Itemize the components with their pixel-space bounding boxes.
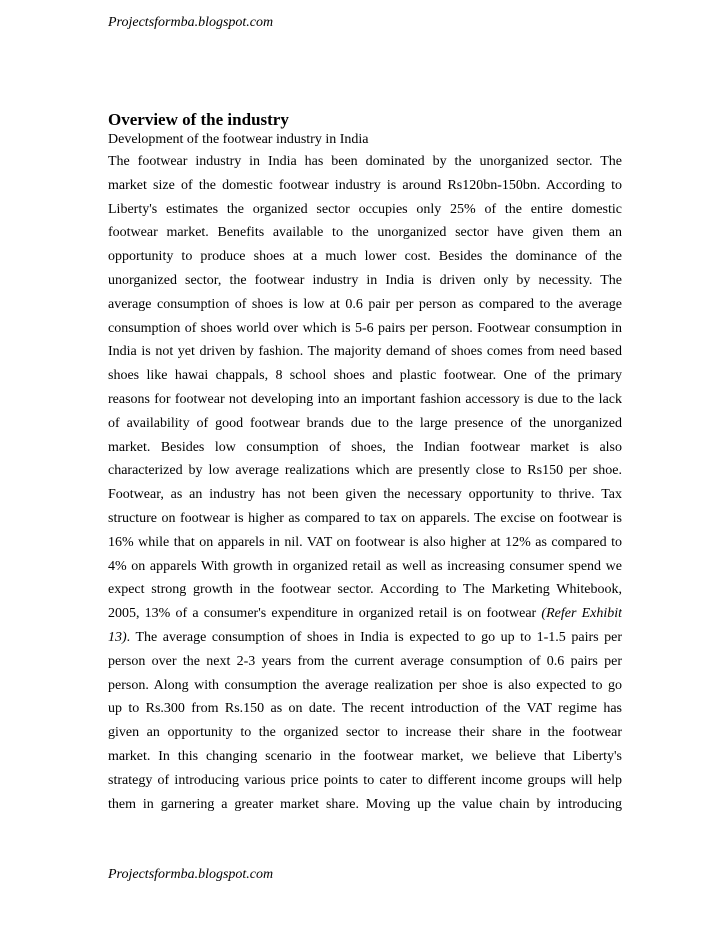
paragraph-line: given an opportunity to the organized sector to increase their share in the footwear <box>108 725 622 741</box>
paragraph-line: 4% on apparels With growth in organized retail as well as increasing consumer spend we <box>108 558 622 574</box>
paragraph-line: 16% while that on apparels in nil. VAT on footwear is also higher at 12% as compared to <box>108 534 622 550</box>
paragraph-line: opportunity to produce shoes at a much lower cost. Besides the dominance of the <box>108 249 622 265</box>
paragraph-line: unorganized sector, the footwear industry in India is driven only by necessity. The <box>108 272 622 288</box>
section-title: Overview of the industry <box>108 110 289 129</box>
page-header: Projectsformba.blogspot.com <box>108 15 274 30</box>
paragraph-line: up to Rs.300 from Rs.150 as on date. The recent introduction of the VAT regime has <box>108 701 622 717</box>
paragraph-line: strategy of introducing various price points to cater to different income groups will help <box>108 772 622 788</box>
paragraph-line: structure on footwear is higher as compared to tax on apparels. The excise on footwear is <box>108 510 622 526</box>
exhibit-reference: (Refer Exhibit <box>541 606 622 622</box>
exhibit-number: 13) <box>108 629 127 645</box>
paragraph-line: Liberty's estimates the organized sector occupies only 25% of the entire domestic <box>108 201 622 217</box>
paragraph-line <box>108 602 622 626</box>
paragraph-line: expect strong growth in the footwear sector. According to The Marketing Whitebook, <box>108 582 622 598</box>
body-paragraph <box>108 150 622 816</box>
paragraph-line: person. Along with consumption the average realization per shoe is also expected to go <box>108 677 622 693</box>
section-subtitle: Development of the footwear industry in India <box>108 132 369 147</box>
paragraph-line: market size of the domestic footwear industry is around Rs120bn-150bn. According to <box>108 177 622 193</box>
paragraph-line: market. Besides low consumption of shoes, the Indian footwear market is also <box>108 439 622 455</box>
paragraph-text: 2005, 13% of a consumer's expenditure in organized retail is on footwear <box>108 606 537 622</box>
paragraph-line: The footwear industry in India has been dominated by the unorganized sector. The <box>108 154 622 169</box>
paragraph-line: Footwear, as an industry has not been given the necessary opportunity to thrive. Tax <box>108 487 622 503</box>
paragraph-line: characterized by low average realizations which are presently close to Rs150 per shoe. <box>108 463 622 479</box>
paragraph-line: average consumption of shoes is low at 0.6 pair per person as compared to the average <box>108 296 622 312</box>
paragraph-line: India is not yet driven by fashion. The majority demand of shoes comes from need based <box>108 344 622 360</box>
paragraph-line: footwear market. Benefits available to the unorganized sector have given them an <box>108 225 622 241</box>
paragraph-line: reasons for footwear not developing into an important fashion accessory is due to the lack <box>108 391 622 407</box>
paragraph-line: them in garnering a greater market share. Moving up the value chain by introducing <box>108 796 622 812</box>
paragraph-line: of availability of good footwear brands due to the large presence of the unorganized <box>108 415 622 431</box>
paragraph-line: consumption of shoes world over which is 5-6 pairs per person. Footwear consumption in <box>108 320 622 336</box>
page-footer: Projectsformba.blogspot.com <box>108 867 274 882</box>
paragraph-text: . The average consumption of shoes in India is expected to go up to 1-1.5 pairs per <box>126 629 622 645</box>
paragraph-line: shoes like hawai chappals, 8 school shoes and plastic footwear. One of the primary <box>108 368 622 384</box>
paragraph-line: market. In this changing scenario in the footwear market, we believe that Liberty's <box>108 748 622 764</box>
paragraph-line <box>108 626 622 650</box>
paragraph-line: person over the next 2-3 years from the current average consumption of 0.6 pairs per <box>108 653 622 669</box>
